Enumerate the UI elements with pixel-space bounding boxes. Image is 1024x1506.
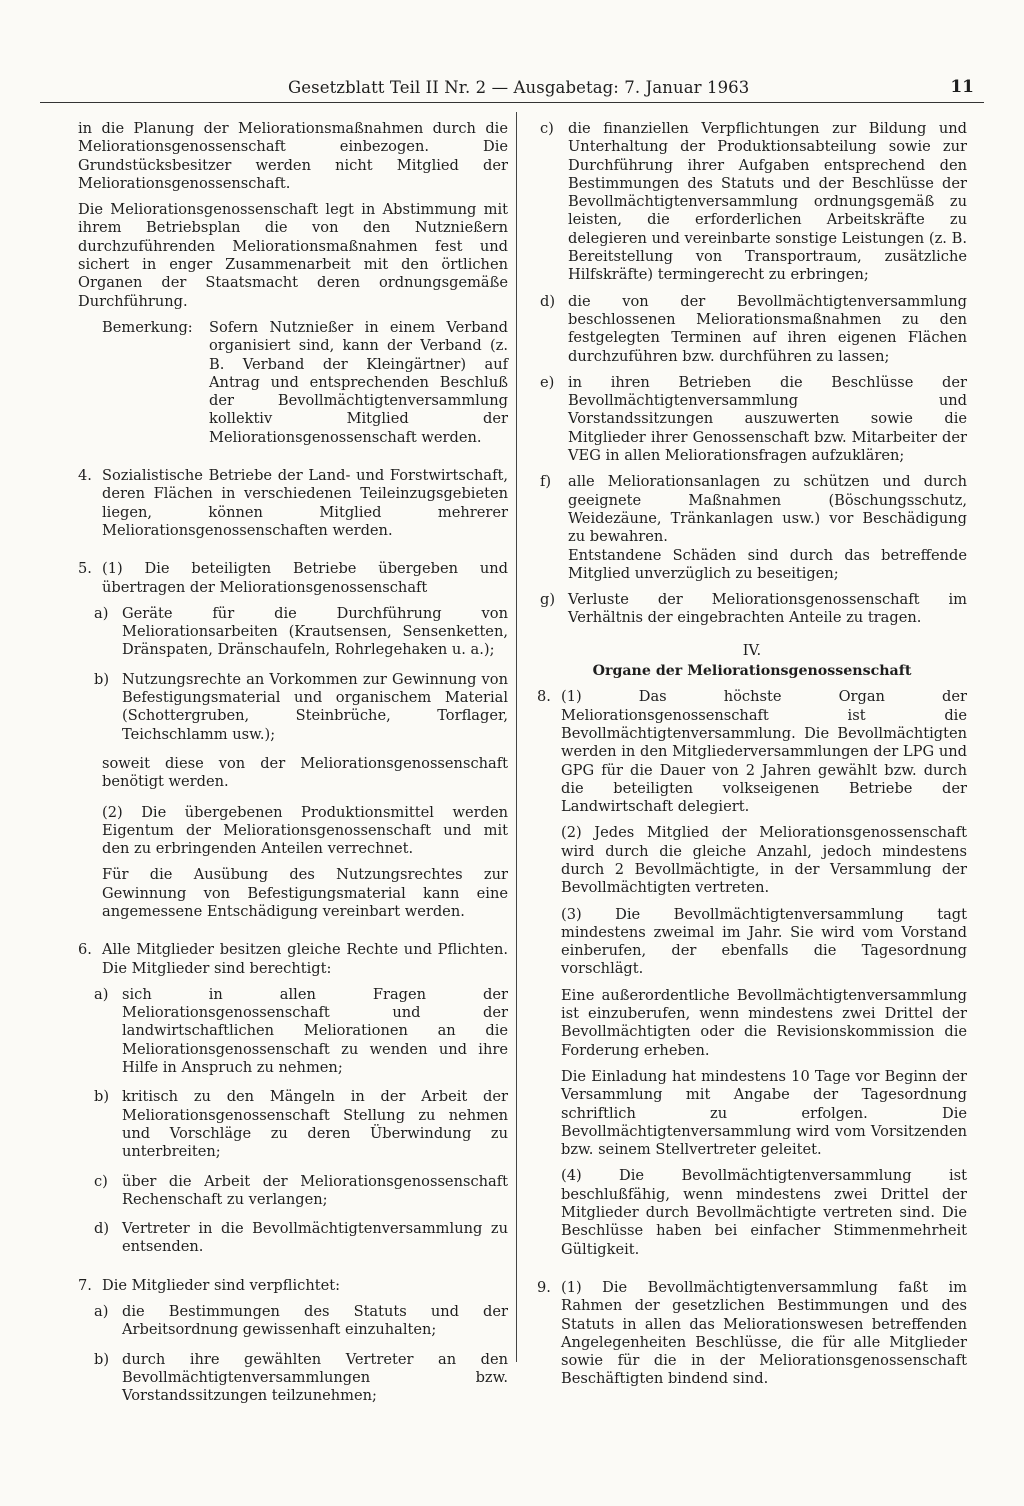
- right-column: [537, 120, 967, 1397]
- sub-item-7b: [78, 1351, 508, 1406]
- sub-item-text: Vertreter in die Bevollmächtigtenversammlung zu entsenden.: [122, 1220, 508, 1256]
- gazette-title: Gesetzblatt Teil II Nr. 2 — Ausgabetag: 7. Januar 1963: [288, 78, 750, 97]
- sub-item-letter: g): [540, 591, 556, 609]
- paragraph: Für die Ausübung des Nutzungsrechtes zur Gewinnung von Befestigungsmaterial kann eine angemessene Entschädigung vereinbart werden.: [102, 866, 508, 920]
- section-item-6: [78, 941, 508, 978]
- sub-item-text: über die Arbeit der Meliorationsgenossenschaft Rechenschaft zu verlangen;: [122, 1172, 508, 1208]
- sub-item-letter: d): [94, 1220, 110, 1238]
- sub-item-letter: a): [94, 1303, 109, 1321]
- paragraph: (4) Die Bevollmächtigtenversammlung ist beschlußfähig, wenn mindestens zwei Drittel der Mitglieder durch Bevollmächtigte vertreten sind. Die Beschlüsse haben bei einfacher Stimmenmehrheit Gültigkeit.: [561, 1167, 967, 1258]
- item-text: Alle Mitglieder besitzen gleiche Rechte und Pflichten. Die Mitglieder sind berechtigt:: [102, 941, 508, 977]
- section-number: IV.: [742, 641, 762, 659]
- remark-label: Bemerkung:: [102, 318, 193, 336]
- sub-item-letter: f): [540, 473, 552, 491]
- paragraph: Die Meliorationsgenossenschaft legt in Abstimmung mit ihrem Betriebsplan die von den Nutznießern durchzuführenden Meliorationsmaßnahmen fest und sichert in enger Zusammenarbeit mit den örtlichen Organen der Staatsmacht deren ordnungsgemäße Durchführung.: [78, 201, 508, 310]
- sub-item-5a: [78, 605, 508, 660]
- sub-item-7g: [537, 591, 967, 628]
- sub-item-letter: b): [94, 1350, 110, 1368]
- sub-item-7c: [537, 120, 967, 285]
- paragraph: Eine außerordentliche Bevollmächtigtenversammlung ist einzuberufen, wenn mindestens zwei Drittel der Bevollmächtigten oder die Revisionskommission die Forderung erheben.: [561, 986, 967, 1059]
- sub-item-letter: e): [540, 373, 555, 391]
- sub-item-5b: [78, 671, 508, 744]
- item-number: 4.: [78, 467, 92, 485]
- sub-item-7e: [537, 374, 967, 465]
- sub-item-6d: [78, 1220, 508, 1257]
- sub-item-text: alle Meliorationsanlagen zu schützen und durch geeignete Maßnahmen (Böschungsschutz, Weidezäune, Tränkanlagen usw.) vor Beschädigung zu bewahren.: [568, 473, 967, 546]
- sub-item-6c: [78, 1173, 508, 1210]
- page-header: [40, 78, 984, 103]
- paragraph: Die Einladung hat mindestens 10 Tage vor Beginn der Versammlung mit Angabe der Tagesordnung schriftlich zu erfolgen. Die Bevollmächtigtenversammlung wird vom Vorsitzenden bzw. seinem Stellvertreter geleitet.: [561, 1067, 967, 1159]
- sub-item-7a: [78, 1303, 508, 1340]
- sub-item-letter: a): [94, 985, 109, 1003]
- left-column: [78, 120, 508, 1417]
- sub-item-7d: [537, 293, 967, 366]
- remark-text: Sofern Nutznießer in einem Verband organisiert sind, kann der Verband (z. B. Verband der Kleingärtner) auf Antrag und entsprechenden Beschluß der Bevollmächtigtenversammlung kollektiv Mitglied der Meliorationsgenossenschaft werden.: [209, 318, 508, 446]
- sub-item-text: Verluste der Meliorationsgenossenschaft im Verhältnis der eingebrachten Anteile zu tragen.: [568, 591, 967, 627]
- sub-item-6a: [78, 986, 508, 1077]
- section-item-7: [78, 1277, 508, 1295]
- sub-item-text: Entstandene Schäden sind durch das betreffende Mitglied unverzüglich zu beseitigen;: [568, 546, 967, 582]
- page-number: 11: [950, 77, 974, 97]
- sub-item-letter: a): [94, 604, 109, 622]
- sub-item-6b: [78, 1088, 508, 1161]
- item-number: 9.: [537, 1278, 551, 1296]
- section-item-5: [78, 560, 508, 597]
- sub-item-text: Geräte für die Durchführung von Meliorationsarbeiten (Krautsensen, Sensenketten, Dränspaten, Dränschaufeln, Rohrlegehaken u. a.);: [122, 604, 508, 659]
- sub-item-text: durch ihre gewählten Vertreter an den Bevollmächtigtenversammlungen bzw. Vorstandssitzungen teilzunehmen;: [122, 1350, 508, 1405]
- section-item-9: [537, 1279, 967, 1389]
- remark: [78, 319, 508, 447]
- section-item-4: [78, 467, 508, 540]
- item-number: 7.: [78, 1276, 92, 1294]
- paragraph: soweit diese von der Meliorationsgenossenschaft benötigt werden.: [102, 754, 508, 791]
- item-text: (1) Die Bevollmächtigtenversammlung faßt im Rahmen der gesetzlichen Bestimmungen und des Statuts in allen das Meliorationswesen betreffenden Angelegenheiten Beschlüsse, die für alle Mitglieder sowie für die in der Meliorationsgenossenschaft Beschäftigten bindend sind.: [561, 1278, 967, 1388]
- sub-item-text: kritisch zu den Mängeln in der Arbeit der Meliorationsgenossenschaft Stellung zu nehmen und Vorschläge zu deren Überwindung zu unterbreiten;: [122, 1088, 508, 1161]
- sub-item-text: die von der Bevollmächtigtenversammlung beschlossenen Meliorationsmaßnahmen zu den festgelegten Terminen auf ihren eigenen Flächen durchzuführen bzw. durchführen zu lassen;: [568, 292, 967, 365]
- item-text: (1) Die beteiligten Betriebe übergeben und übertragen der Meliorationsgenossenschaft: [102, 560, 508, 596]
- sub-item-text: die finanziellen Verpflichtungen zur Bildung und Unterhaltung der Produktionsabteilung sowie zur Durchführung ihrer Aufgaben entsprechend den Bestimmungen des Statuts und der Beschlüsse der Bevollmächtigtenversammlung ordnungsgemäß zu leisten, die erforderlichen Arbeitskräfte zu delegieren und vereinbarte sonstige Leistungen (z. B. Bereitstellung von Transportraum, zusätzliche Hilfskräfte) termingerecht zu erbringen;: [568, 120, 967, 284]
- item-text: (1) Das höchste Organ der Meliorationsgenossenschaft ist die Bevollmächtigtenversammlung. Die Bevollmächtigten werden in den Mitgliederversammlungen der LPG und GPG für die Dauer von 2 Jahren gewählt bzw. durch die beteiligten volkseigenen Betriebe der Landwirtschaft delegiert.: [561, 688, 967, 816]
- paragraph: (2) Jedes Mitglied der Meliorationsgenossenschaft wird durch die gleiche Anzahl, jedoch mindestens durch 2 Bevollmächtigte, in der Versammlung der Bevollmächtigten vertreten.: [561, 824, 967, 897]
- item-number: 6.: [78, 941, 92, 959]
- sub-item-letter: b): [94, 1088, 110, 1106]
- sub-item-7f: [537, 473, 967, 583]
- sub-item-letter: c): [540, 120, 554, 137]
- paragraph: in die Planung der Meliorationsmaßnahmen durch die Meliorationsgenossenschaft einbezogen. Die Grundstücksbesitzer werden nicht Mitglied der Meliorationsgenossenschaft.: [78, 120, 508, 192]
- sub-item-text: sich in allen Fragen der Meliorationsgenossenschaft und der landwirtschaftlichen Meliorationen an die Meliorationsgenossenschaft zu wenden und ihre Hilfe in Anspruch zu nehmen;: [122, 985, 508, 1077]
- column-divider: [516, 112, 517, 1362]
- sub-item-text: die Bestimmungen des Statuts und der Arbeitsordnung gewissenhaft einzuhalten;: [122, 1303, 508, 1339]
- item-number: 8.: [537, 688, 551, 706]
- sub-item-text: Nutzungsrechte an Vorkommen zur Gewinnung von Befestigungsmaterial und organischem Material (Schottergruben, Steinbrüche, Torflager, Teichschlamm usw.);: [122, 670, 508, 743]
- paragraph: (3) Die Bevollmächtigtenversammlung tagt mindestens zweimal im Jahr. Sie wird vom Vorstand einberufen, der ebenfalls die Tagesordnung vorschlägt.: [561, 905, 967, 978]
- paragraph: (2) Die übergebenen Produktionsmittel werden Eigentum der Meliorationsgenossenschaft und mit den zu erbringenden Anteilen verrechnet.: [102, 803, 508, 858]
- item-text: Sozialistische Betriebe der Land- und Forstwirtschaft, deren Flächen in verschiedenen Teileinzugsgebieten liegen, können Mitglied mehrerer Meliorationsgenossenschaften werden.: [102, 467, 508, 539]
- sub-item-letter: d): [540, 292, 556, 310]
- sub-item-letter: b): [94, 670, 110, 688]
- section-item-8: [537, 688, 967, 816]
- sub-item-text: in ihren Betrieben die Beschlüsse der Bevollmächtigtenversammlung und Vorstandssitzungen auszuwerten sowie die Mitglieder ihrer Genossenschaft bzw. Mitarbeiter der VEG in allen Meliorationsfragen aufzuklären;: [568, 373, 967, 465]
- item-text: Die Mitglieder sind verpflichtet:: [102, 1276, 341, 1294]
- item-number: 5.: [78, 560, 92, 578]
- sub-item-letter: c): [94, 1172, 108, 1190]
- section-heading: Organe der Meliorationsgenossenschaft: [592, 663, 912, 680]
